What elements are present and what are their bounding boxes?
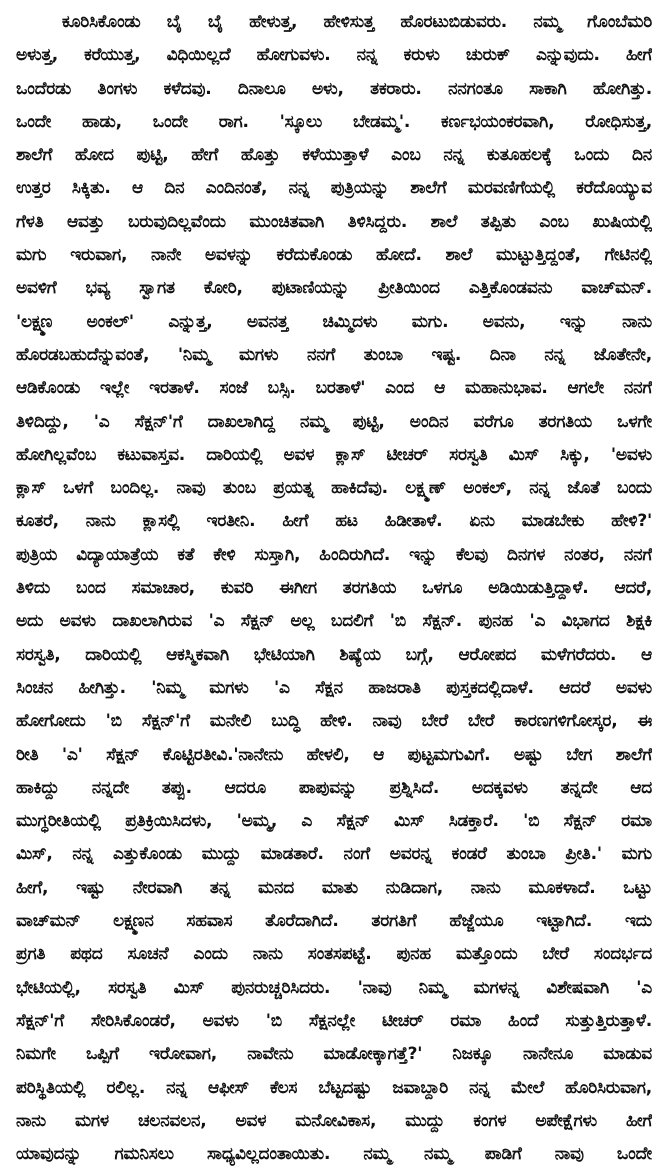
text-line: ಪ್ರಗತಿ ಪಥದ ಸೂಚನೆ ಎಂದು ನಾನು ಸಂತಸಪಟ್ಟೆ. ಪುನಹ ಮತ್ತೊಂದು ಬೇರೆ ಸಂದರ್ಭದ	[16, 944, 652, 965]
text-line: ಸೆಕ್ಷನ್'ಗೆ ಸೇರಿಸಿಕೊಂಡರೆ, ಅವಳು 'ಬಿ ಸೆಕ್ಷನಲ್ಲೇ ಟೀಚರ್ ರಮಾ ಹಿಂದೆ ಸುತ್ತುತ್ತಿರುತ್ತಾಳೆ.	[16, 1010, 652, 1031]
text-line: ತಿಳಿದು ಬಂದ ಸಮಾಚಾರ, ಕುವರಿ ಈಗೀಗ ತರಗತಿಯ ಒಳಗೂ ಅಡಿಯಿಡುತ್ತಿದ್ದಾಳೆ. ಆದರೆ,	[16, 578, 652, 599]
text-line: ಅವಳಿಗೆ ಭವ್ಯ ಸ್ವಾಗತ ಕೋರಿ, ಪುಟಾಣಿಯನ್ನು ಪ್ರೀತಿಯಿಂದ ಎತ್ತಿಕೊಂಡವನು ವಾಚ್‌ಮನ್.	[16, 278, 652, 299]
text-line: ಶಾಲೆಗೆ ಹೋದ ಪುಟ್ಟಿ, ಹೇಗೆ ಹೊತ್ತು ಕಳೆಯುತ್ತಾಳೆ ಎಂಬ ನನ್ನ ಕುತೂಹಲಕ್ಕೆ ಒಂದು ದಿನ	[16, 145, 652, 166]
text-line: ರೀತಿ 'ಎ' ಸೆಕ್ಷನ್ ಕೊಟ್ಟಿರತೀವಿ.'ನಾನೇನು ಹೇಳಲಿ, ಆ ಪುಟ್ಟಮಗುವಿಗೆ. ಅಷ್ಟು ಬೇಗ ಶಾಲೆಗೆ	[16, 744, 652, 765]
text-line: ಉತ್ತರ ಸಿಕ್ಕಿತು. ಆ ದಿನ ಎಂದಿನಂತೆ, ನನ್ನ ಪುತ್ರಿಯನ್ನು ಶಾಲೆಗೆ ಮರವಣಿಗೆಯಲ್ಲಿ ಕರೆದೊಯ್ಯುವ	[16, 178, 652, 199]
text-line: ಸಿಂಚನ ಹೀಗಿತ್ತು. 'ನಿಮ್ಮ ಮಗಳು 'ಎ ಸೆಕ್ಷನ ಹಾಜರಾತಿ ಪುಸ್ತಕದಲ್ಲಿದಾಳೆ. ಆದರೆ ಅವಳು	[16, 677, 652, 698]
text-line: ಮಗು ಇರುವಾಗ, ನಾನೇ ಅವಳನ್ನು ಕರೆದುಕೊಂಡು ಹೋದೆ. ಶಾಲೆ ಮುಟ್ಟುತ್ತಿದ್ದಂತೆ, ಗೇಟಿನಲ್ಲಿ	[16, 245, 652, 266]
text-line: ಕೂತರೆ, ನಾನು ಕ್ಲಾಸಲ್ಲಿ ಇರತೀನಿ. ಹೀಗೆ ಹಟ ಹಿಡೀತಾಳೆ. ಏನು ಮಾಡಬೇಕು ಹೇಳಿ?'	[16, 511, 652, 532]
document-page	[16, 6, 652, 1165]
text-line: ಹೀಗೆ, ಇಷ್ಟು ನೇರವಾಗಿ ತನ್ನ ಮನದ ಮಾತು ನುಡಿದಾಗ, ನಾನು ಮೂಕಳಾದೆ. ಒಟ್ಟು	[16, 877, 652, 898]
text-line: ಸರಸ್ವತಿ, ದಾರಿಯಲ್ಲಿ ಆಕಸ್ಮಿಕವಾಗಿ ಭೇಟಿಯಾಗಿ ಶಿಷ್ಯೆಯ ಬಗ್ಗೆ, ಆರೋಪದ ಮಳೆಗರೆದರು. ಆ	[16, 644, 652, 665]
text-line: 'ಲಕ್ಷ್ಮಣ ಅಂಕಲ್' ಎನ್ನುತ್ತ, ಅವನತ್ತ ಚಿಮ್ಮಿದಳು ಮಗು. ಅವನು, ಇನ್ನು ನಾನು	[16, 311, 652, 332]
text-line: ಹಾಕಿದ್ದು ನನ್ನದೇ ತಪ್ಪು. ಆದರೂ ಪಾಪುವನ್ನು ಪ್ರಶ್ನಿಸಿದೆ. ಅದಕ್ಕವಳು ತನ್ನದೇ ಆದ	[16, 777, 652, 798]
text-line: ಹೊರಡಬಹುದೆನ್ನುವಂತೆ, 'ನಿಮ್ಮ ಮಗಳು ನನಗೆ ತುಂಬಾ ಇಷ್ಟ. ದಿನಾ ನನ್ನ ಜೊತೇನೇ,	[16, 344, 652, 365]
text-line: ಪುತ್ರಿಯ ವಿದ್ಯಾಯಾತ್ರೆಯ ಕತೆ ಕೇಳಿ ಸುಸ್ತಾಗಿ, ಹಿಂದಿರುಗಿದೆ. ಇನ್ನು ಕೆಲವು ದಿನಗಳ ನಂತರ, ನನಗೆ	[16, 544, 652, 565]
text-line: ಮುಗ್ಧರೀತಿಯಲ್ಲಿ ಪ್ರತಿಕ್ರಿಯಿಸಿದಳು, 'ಅಮ್ಮ, ಎ ಸೆಕ್ಷನ್ ಮಿಸ್ ಸಿಡಕ್ತಾರೆ. 'ಬಿ ಸೆಕ್ಷನ್ ರಮಾ	[16, 811, 652, 832]
text-line: ವಾಚ್‌ಮನ್ ಲಕ್ಷ್ಮಣನ ಸಹವಾಸ ತೊರೆದಾಗಿದೆ. ತರಗತಿಗೆ ಹೆಜ್ಜೆಯೂ ಇಟ್ಟಾಗಿದೆ. ಇದು	[16, 911, 652, 932]
text-line: ಹೋಗಿಲ್ಲವೆಂಬ ಕಟುವಾಸ್ತವ. ದಾರಿಯಲ್ಲಿ ಅವಳ ಕ್ಲಾಸ್ ಟೀಚರ್ ಸರಸ್ವತಿ ಮಿಸ್ ಸಿಕ್ಕು, 'ಅವಳು	[16, 444, 652, 465]
text-line: ಕ್ಲಾಸ್ ಒಳಗೆ ಬಂದಿಲ್ಲ. ನಾವು ತುಂಬ ಪ್ರಯತ್ನ ಹಾಕಿದೆವು. ಲಕ್ಷ್ಮಣ್ ಅಂಕಲ್, ನನ್ನ ಜೊತೆ ಬಂದು	[16, 478, 652, 499]
text-line: ಅಳುತ್ತ, ಕರೆಯುತ್ತ, ವಿಧಿಯಿಲ್ಲದೆ ಹೋಗುವಳು. ನನ್ನ ಕರುಳು ಚುರುಕ್ ಎನ್ನುವುದು. ಹೀಗೆ	[16, 45, 652, 66]
text-line: ಒಂದೇ ಹಾಡು, ಒಂದೇ ರಾಗ. 'ಸ್ಕೂಲು ಬೇಡಮ್ಮ'. ಕರ್ಣಭಯಂಕರವಾಗಿ, ರೋಧಿಸುತ್ತ,	[16, 111, 652, 132]
text-line: ನಿಮಗೇ ಒಪ್ಪಿಗೆ ಇರೋವಾಗ, ನಾವೇನು ಮಾಡೋಕ್ಕಾಗತ್ತೆ?' ನಿಜಕ್ಕೂ ನಾನೇನೂ ಮಾಡುವ	[16, 1044, 652, 1065]
text-line: ಆಡಿಕೊಂಡು ಇಲ್ಲೇ ಇರತಾಳೆ. ಸಂಜೆ ಬಸ್ಸಿ. ಬರತಾಳೆ' ಎಂದ ಆ ಮಹಾನುಭಾವ. ಆಗಲೇ ನನಗೆ	[16, 378, 652, 399]
text-line: ತಿಳಿದಿದ್ದು, 'ಎ ಸೆಕ್ಷನ್'ಗೆ ದಾಖಲಾಗಿದ್ದ ನಮ್ಮ ಪುಟ್ಟಿ, ಅಂದಿನ ವರೆಗೂ ತರಗತಿಯ ಒಳಗೇ	[16, 411, 652, 432]
text-line: ಒಂದೆರಡು ತಿಂಗಳು ಕಳೆದವು. ದಿನಾಲೂ ಅಳು, ತಕರಾರು. ನನಗಂತೂ ಸಾಕಾಗಿ ಹೋಗಿತ್ತು.	[16, 78, 652, 99]
text-line: ಮಿಸ್, ನನ್ನ ಎತ್ತುಕೊಂಡು ಮುದ್ದು ಮಾಡತಾರೆ. ನಂಗೆ ಅವರನ್ನ ಕಂಡರೆ ತುಂಬಾ ಪ್ರೀತಿ.' ಮಗು	[16, 844, 652, 865]
text-line: ಪರಿಸ್ಥಿತಿಯಲ್ಲಿ ರಲಿಲ್ಲ. ನನ್ನ ಆಫೀಸ್ ಕೆಲಸ ಬೆಟ್ಟದಷ್ಟು ಜವಾಬ್ದಾರಿ ನನ್ನ ಮೇಲೆ ಹೊರಿಸಿರುವಾಗ,	[16, 1077, 652, 1098]
text-line: ಹೋಗೋದು 'ಬಿ ಸೆಕ್ಷನ್'ಗೆ ಮನೇಲಿ ಬುದ್ಧಿ ಹೇಳಿ. ನಾವು ಬೇರೆ ಬೇರೆ ಕಾರಣಗಳಿಗೋಸ್ಕರ, ಈ	[16, 711, 652, 732]
text-line: ಯಾವುದನ್ನು ಗಮನಿಸಲು ಸಾಧ್ಯವಿಲ್ಲದಂತಾಯಿತು. ನಮ್ಮ ನಮ್ಮ ಪಾಡಿಗೆ ನಾವು ಒಂದೇ	[16, 1144, 652, 1165]
text-line: ಕೂರಿಸಿಕೊಂಡು ಬೈ ಬೈ ಹೇಳುತ್ತ, ಹೇಳಿಸುತ್ತ ಹೊರಟುಬಿಡುವರು. ನಮ್ಮ ಗೊಂಬೆಮರಿ	[62, 12, 652, 32]
text-line: ಭೇಟಿಯಲ್ಲಿ, ಸರಸ್ವತಿ ಮಿಸ್ ಪುನರುಚ್ಚರಿಸಿದರು. 'ನಾವು ನಿಮ್ಮ ಮಗಳನ್ನ ವಿಶೇಷವಾಗಿ 'ಎ	[16, 977, 652, 998]
text-line: ಅದು ಅವಳು ದಾಖಲಾಗಿರುವ 'ಎ ಸೆಕ್ಷನ್ ಅಲ್ಲ ಬದಲಿಗೆ 'ಬಿ ಸೆಕ್ಷನ್. ಪುನಹ 'ಎ ವಿಭಾಗದ ಶಿಕ್ಷಕಿ	[16, 611, 652, 632]
text-line: ಗೆಳತಿ ಆವತ್ತು ಬರುವುದಿಲ್ಲವೆಂದು ಮುಂಚಿತವಾಗಿ ತಿಳಿಸಿದ್ದರು. ಶಾಲೆ ತಪ್ಪಿತು ಎಂಬ ಖುಷಿಯಲ್ಲಿ	[16, 211, 652, 232]
text-line: ನಾನು ಮಗಳ ಚಲನವಲನ, ಅವಳ ಮನೋವಿಕಾಸ, ಮುದ್ದು ಕಂಗಳ ಅಪೇಕ್ಷೆಗಳು ಹೀಗೆ	[16, 1110, 652, 1131]
